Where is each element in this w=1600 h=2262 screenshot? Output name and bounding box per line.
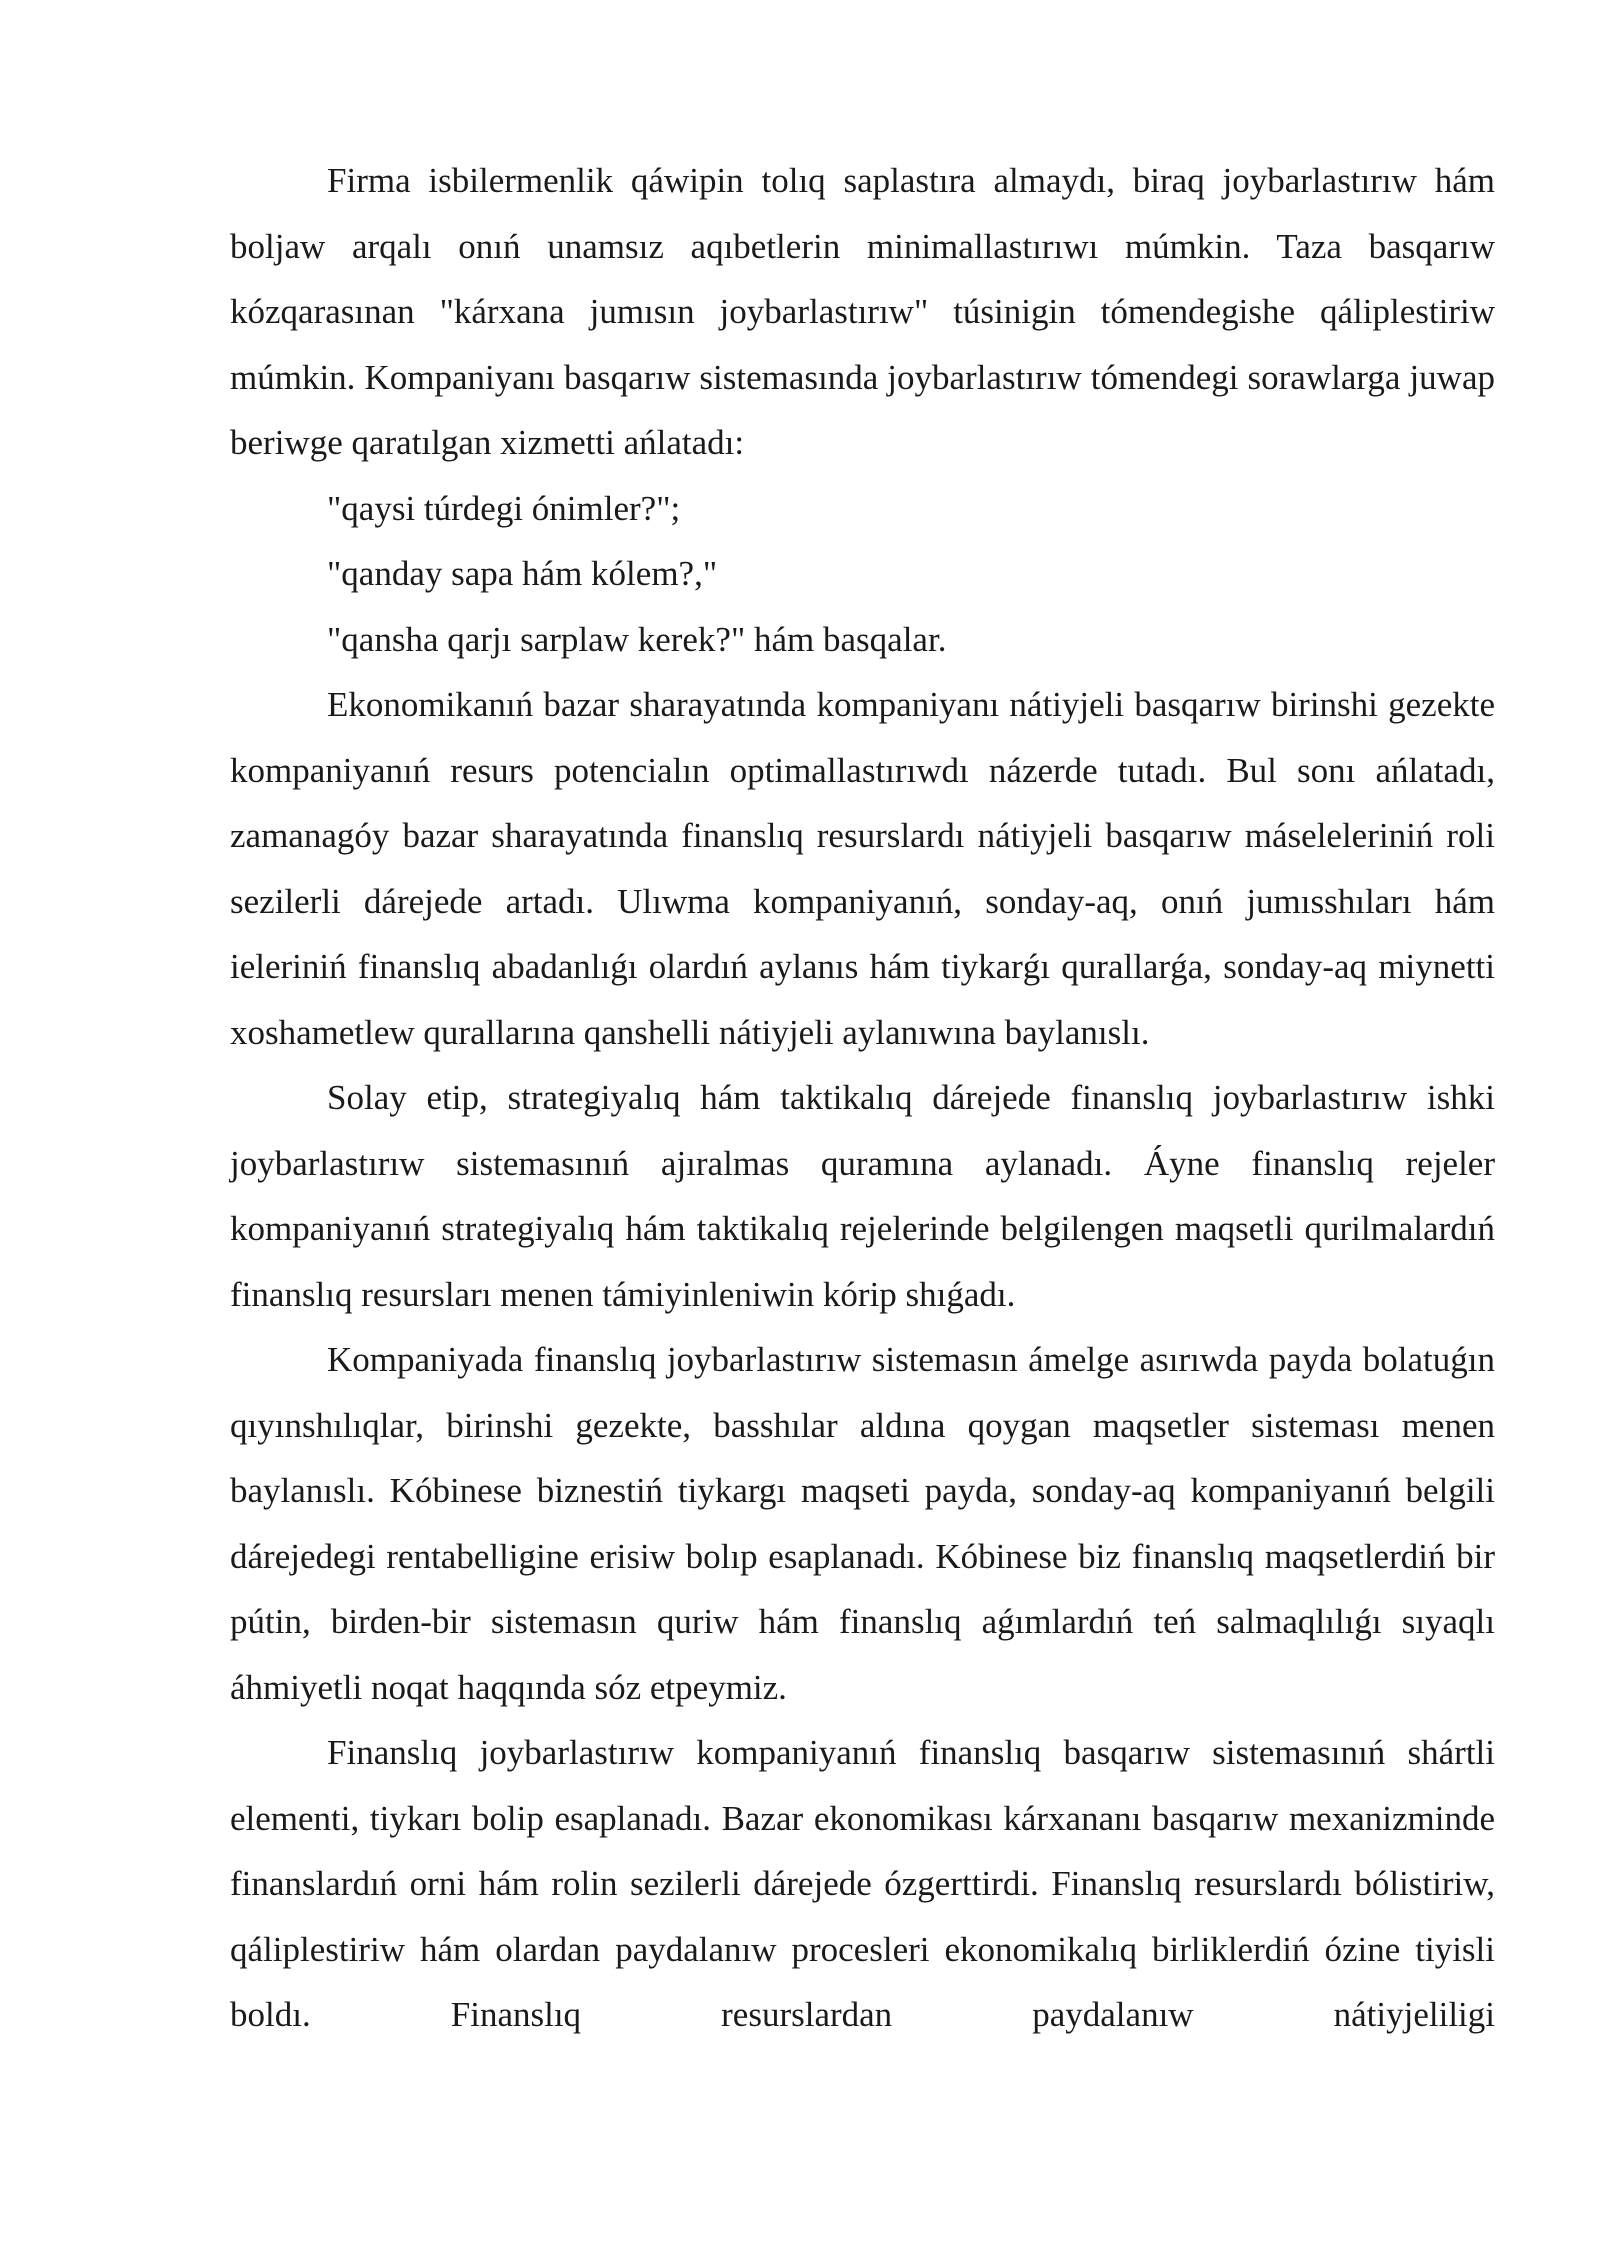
paragraph-market-conditions: Ekonomikanıń bazar sharayatında kompaniyanı nátiyjeli basqarıw birinshi gezekte kompaniyanıń resurs potencialın optimallastırıwdı názerde tutadı. Bul sonı ańlatadı, zamanagóy bazar sharayatında finanslıq resurslardı nátiyjeli basqarıw máseleleriniń roli sezilerli dárejede artadı. Ulıwma kompaniyanıń, sonday-aq, onıń jumısshıları hám ieleriniń finanslıq abadanlıǵı olardıń aylanıs hám tiykarǵı qurallarǵa, sonday-aq miynetti xoshametlew qurallarına qanshelli nátiyjeli aylanıwına baylanıslı. <box>230 685 1495 1052</box>
paragraph-strategic-planning: Solay etip, strategiyalıq hám taktikalıq dárejede finanslıq joybarlastırıw ishki joybarlastırıw sistemasınıń ajıralmas quramına aylanadı. Áyne finanslıq rejeler kompaniyanıń strategiyalıq hám taktikalıq rejelerinde belgilengen maqsetli qurilmalardıń finanslıq resursları menen támiyinleniwin kórip shıǵadı. <box>230 1078 1495 1314</box>
paragraph-financial-planning-basis: Finanslıq joybarlastırıw kompaniyanıń finanslıq basqarıw sistemasınıń shártli elementi, tiykarı bolip esaplanadı. Bazar ekonomikası kárxananı basqarıw mexanizminde finanslardıń orni hám rolin sezilerli dárejede ózgerttirdi. Finanslıq resurslardı bólistiriw, qáliplestiriw hám olardan paydalanıw procesleri ekonomikalıq birliklerdiń ózine tiyisli boldı. Finanslıq resurslardan paydalanıw nátiyjeliligi <box>230 1733 1495 2034</box>
paragraph-planning-intro: Firma isbilermenlik qáwipin tolıq saplastıra almaydı, biraq joybarlastırıw hám boljaw arqalı onıń unamsız aqıbetlerin minimallastırıwı múmkin. Taza basqarıw kózqarasınan "kárxana jumısın joybarlastırıw" túsinigin tómendegishe qáliplestiriw múmkin. Kompaniyanı basqarıw sistemasında joybarlastırıw tómendegi sorawlarga juwap beriwge qaratılgan xizmetti ańlatadı: <box>230 161 1495 462</box>
question-item-products: "qaysi túrdegi ónimler?"; <box>327 488 681 528</box>
paragraph-implementation-difficulties: Kompaniyada finanslıq joybarlastırıw sistemasın ámelge asırıwda payda bolatuǵın qıyınshılıqlar, birinshi gezekte, basshılar aldına qoygan maqsetler sisteması menen baylanıslı. Kóbinese biznestiń tiykargı maqseti payda, sonday-aq kompaniyanıń belgili dárejedegi rentabelligine erisiw bolıp esaplanadı. Kóbinese biz finanslıq maqsetlerdiń bir pútin, birden-bir sistemasın quriw hám finanslıq aǵımlardıń teń salmaqlılıǵı sıyaqlı áhmiyetli noqat haqqında sóz etpeymiz. <box>230 1340 1495 1707</box>
question-item-cost: "qansha qarjı sarplaw kerek?" hám basqalar. <box>327 619 947 659</box>
document-page <box>230 148 1495 2048</box>
question-item-quality: "qanday sapa hám kólem?," <box>327 554 718 593</box>
